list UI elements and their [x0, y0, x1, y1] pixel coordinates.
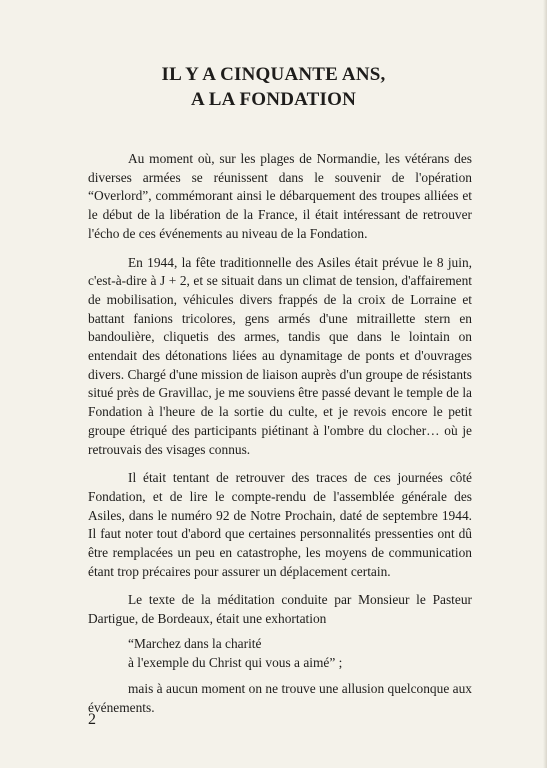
title-line-2: A LA FONDATION — [190, 89, 357, 110]
closing-paragraph: mais à aucun moment on ne trouve une allusion quelconque aux événements. — [88, 681, 472, 715]
paragraph-4: Le texte de la méditation conduite par Monsieur le Pasteur Dartigue, de Bordeaux, était une exhortation — [88, 592, 472, 627]
article-body — [88, 150, 472, 728]
paragraph-3: Il était tentant de retrouver des traces de ces journées côté Fondation, et de lire le compte-rendu de l'assemblée générale des Asiles, dans le numéro 92 de Notre Prochain, daté de septembre 1944. Il faut noter tout d'abord que certaines personnalités pressenties ont dû être remplacées un peu en catastrophe, les moyens de communication étant trop précaires pour assurer un déplacement certain. — [88, 470, 472, 579]
article-title — [0, 62, 547, 112]
paragraph-1: Au moment où, sur les plages de Normandie, les vétérans des diverses armées se réunissent dans le souvenir de l'opération “Overlord”, commémorant ainsi le débarquement des troupes alliées et le début de la libération de la France, il était intéressant de retrouver l'écho de ces événements au niveau de la Fondation. — [88, 151, 472, 241]
page-number: 2 — [88, 711, 96, 728]
quotation-line-1: “Marchez dans la charité — [128, 635, 262, 651]
paragraph-2: En 1944, la fête traditionnelle des Asiles était prévue le 8 juin, c'est-à-dire à J + 2, et se situait dans un climat de tension, d'affairement de mobilisation, véhicules divers frappés de la croix de Lorraine et battant fanions tricolores, gens armés d'une mitraillette stern en bandoulière, cliquetis des armes, tandis que dans le lointain on entendait des détonations liées au dynamitage de ponts et d'ouvrages divers. Chargé d'une mission de liaison auprès d'un groupe de résistants situé près de Gravillac, je me souviens être passé devant le temple de la Fondation à l'heure de la sortie du culte, et je revois encore le petit groupe étriqué des participants piétinant à l'ombre du clocher… où je retrouvais des visages connus. — [88, 254, 472, 457]
page-edge — [543, 0, 547, 768]
quotation-line-2: à l'exemple du Christ qui vous a aimé” ; — [128, 654, 343, 670]
title-line-1: IL Y A CINQUANTE ANS, — [161, 64, 386, 85]
quotation — [128, 635, 472, 672]
